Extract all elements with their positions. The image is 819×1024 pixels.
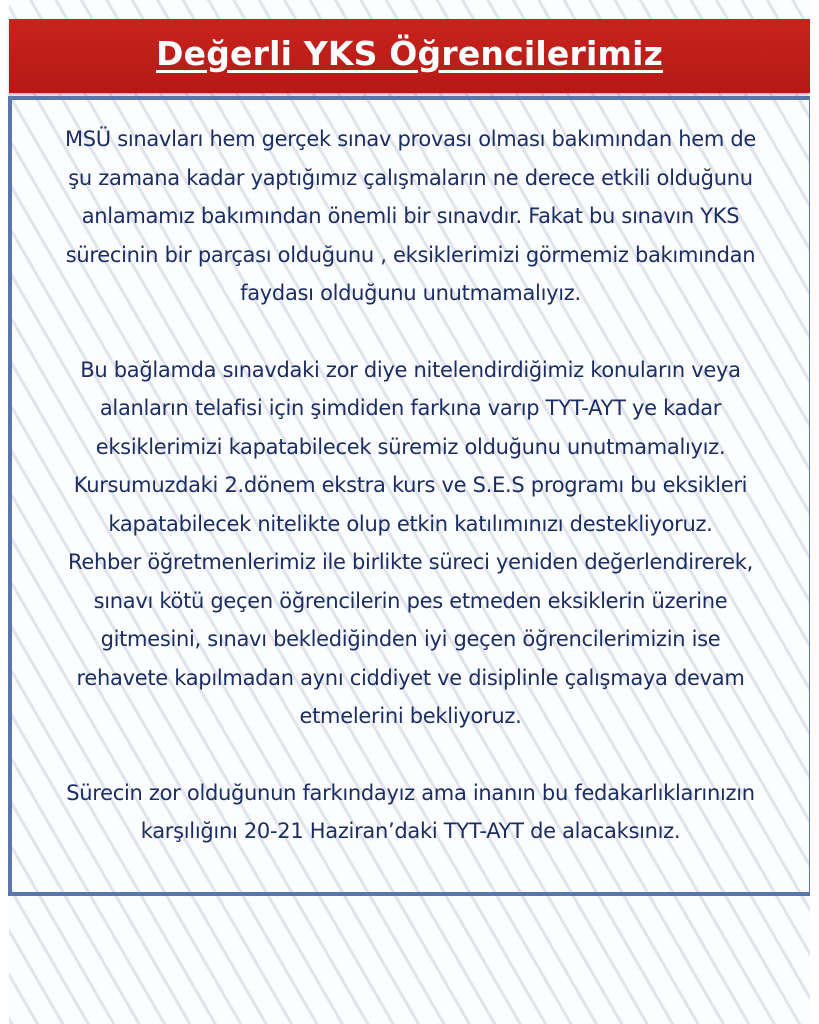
header-banner (9, 19, 810, 93)
text-line: alanların telafisi için şimdiden farkına varıp TYT-AYT ye kadar (99, 396, 722, 420)
text-line: şu zamana kadar yaptığımız çalışmaların ne derece etkili olduğunu (68, 165, 753, 190)
text-line: rehavete kapılmadan aynı ciddiyet ve disiplinle çalışmaya devam (76, 665, 745, 690)
text-line: Bu bağlamda sınavdaki zor diye nitelendirdiğimiz konuların veya (80, 357, 741, 382)
text-line: eksiklerimizi kapatabilecek süremiz olduğunu unutmamalıyız. (95, 434, 726, 459)
page-title: Değerli YKS Öğrencilerimiz (156, 33, 663, 73)
text-line: MSÜ sınavları hem gerçek sınav provası olması bakımından hem de (64, 127, 757, 151)
text-line: kapatabilecek nitelikte olup etkin katılımınızı destekliyoruz. (108, 511, 713, 536)
text-line: faydası olduğunu unutmamalıyız. (240, 281, 581, 305)
text-line: etmelerini bekliyoruz. (299, 704, 522, 728)
paragraph-3 (12, 774, 809, 851)
text-line: sürecinin bir parçası olduğunu , eksiklerimizi görmemiz bakımından (65, 242, 756, 267)
text-line: sınavı kötü geçen öğrencilerin pes etmeden eksiklerin üzerine (93, 588, 728, 613)
text-line: Kursumuzdaki 2.dönem ekstra kurs ve S.E.S programı bu eksikleri (73, 473, 748, 497)
paragraph-2 (12, 351, 809, 736)
text-line: Sürecin zor olduğunun farkındayız ama inanın bu fedakarlıklarınızın (66, 780, 755, 805)
message-box (8, 96, 813, 896)
text-line: gitmesini, sınavı beklediğinden iyi geçen öğrencilerimizin ise (100, 627, 721, 651)
message-body (12, 120, 809, 851)
text-line: karşılığını 20-21 Haziran’daki TYT-AYT de alacaksınız. (140, 819, 681, 843)
text-line: Rehber öğretmenlerimiz ile birlikte süreci yeniden değerlendirerek, (68, 550, 753, 574)
text-line: anlamamız bakımından önemli bir sınavdır. Fakat bu sınavın YKS (81, 204, 740, 228)
paragraph-1 (12, 120, 809, 313)
